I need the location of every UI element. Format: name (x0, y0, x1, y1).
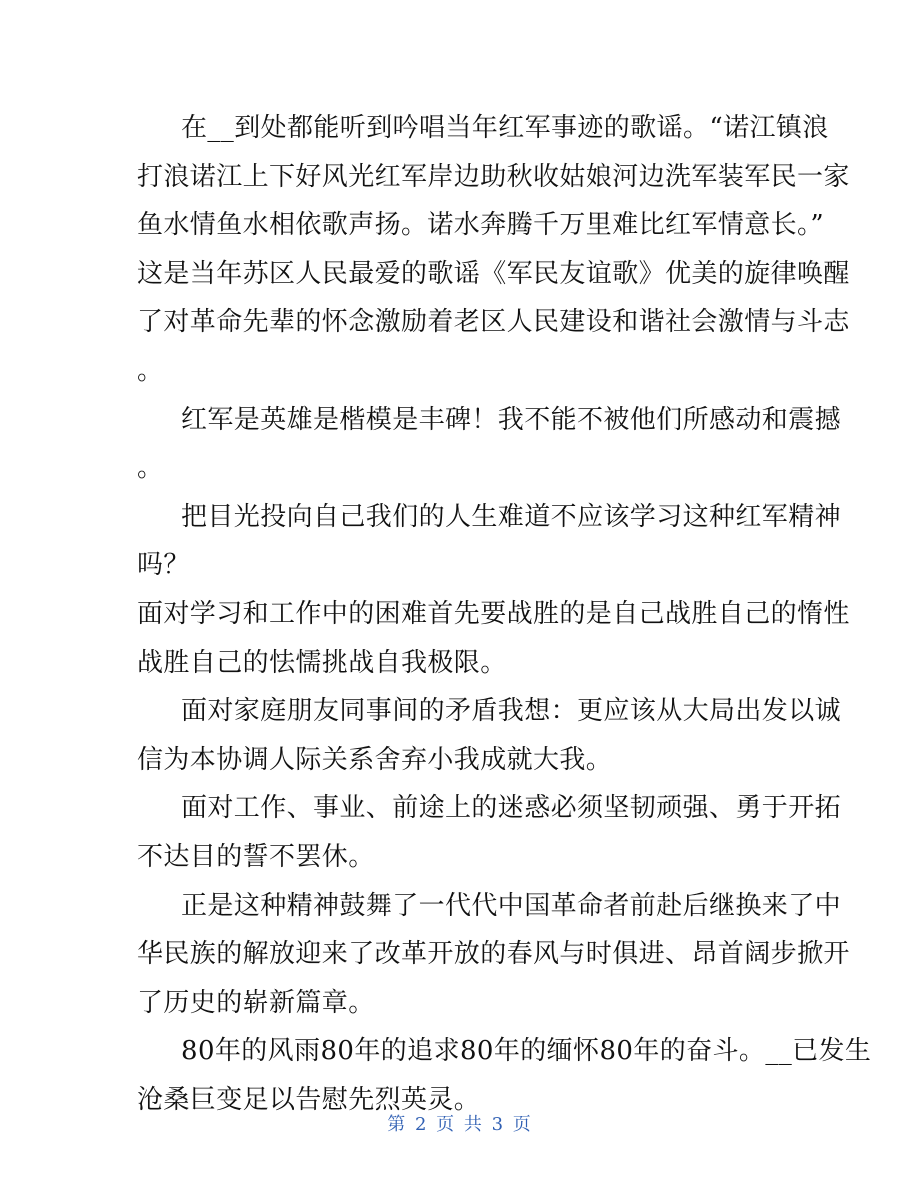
text-line: 80年的风雨80年的追求80年的缅怀80年的奋斗。__已发生 (181, 1036, 872, 1067)
text-line: 信为本协调人际关系舍弃小我成就大我。 (137, 744, 613, 775)
text-line: 把目光投向自己我们的人生难道不应该学习这种红军精神 (181, 501, 842, 532)
text-line: 吗？ (137, 550, 190, 581)
text-line: 不达目的誓不罢休。 (137, 841, 375, 872)
text-line: 这是当年苏区人民最爱的歌谣《军民友谊歌》优美的旋律唤醒 (137, 258, 850, 289)
text-line: 华民族的解放迎来了改革开放的春风与时俱进、昂首阔步掀开 (137, 939, 850, 970)
document-body (137, 104, 872, 1124)
text-line: 。 (137, 453, 164, 484)
text-line: 红军是英雄是楷模是丰碑！我不能不被他们所感动和震撼 (181, 404, 842, 435)
text-line: 打浪诺江上下好风光红军岸边助秋收姑娘河边洗军装军民一家 (137, 161, 850, 192)
text-line: 战胜自己的怯懦挑战自我极限。 (137, 647, 507, 678)
text-line: 了对革命先辈的怀念激励着老区人民建设和谐社会激情与斗志 (137, 307, 850, 338)
text-line: 面对家庭朋友同事间的矛盾我想：更应该从大局出发以诚 (181, 696, 842, 727)
text-line: 在__到处都能听到吟唱当年红军事迹的歌谣。“诺江镇浪 (181, 113, 829, 143)
text-line: 鱼水情鱼水相依歌声扬。诺水奔腾千万里难比红军情意长。” (137, 210, 825, 241)
text-line: 沧桑巨变足以告慰先烈英灵。 (137, 1084, 481, 1115)
page-number-footer: 第 2 页 共 3 页 (387, 1114, 533, 1135)
text-line: 面对工作、事业、前途上的迷惑必须坚韧顽强、勇于开拓 (181, 793, 842, 824)
text-line: 正是这种精神鼓舞了一代代中国革命者前赴后继换来了中 (181, 890, 842, 921)
text-line: 面对学习和工作中的困难首先要战胜的是自己战胜自己的惰性 (137, 598, 850, 629)
text-line: 了历史的崭新篇章。 (137, 987, 375, 1018)
text-line: 。 (137, 355, 164, 386)
